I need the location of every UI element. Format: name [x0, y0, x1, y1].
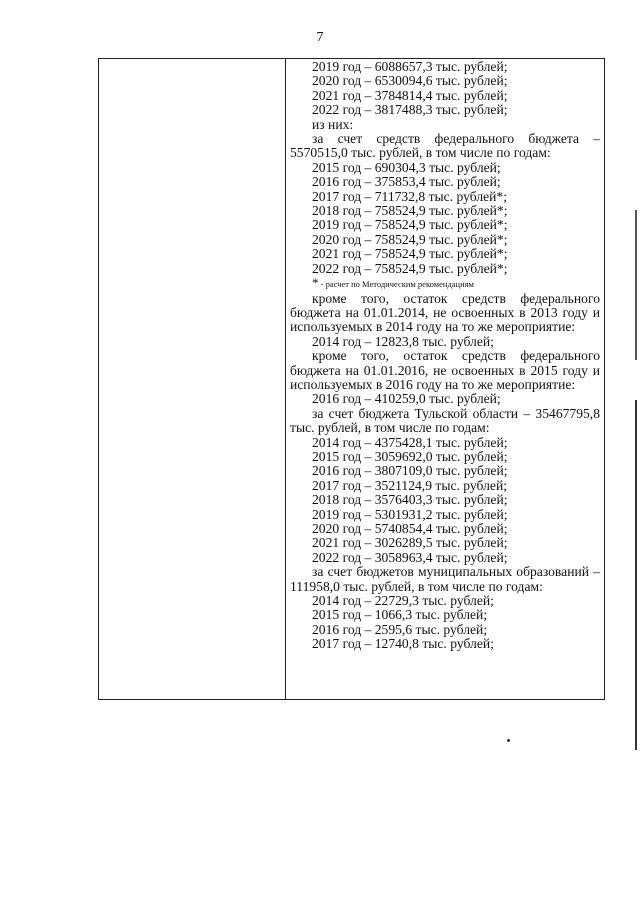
municipal-year-line: 2015 год – 1066,3 тыс. рублей;	[312, 607, 488, 623]
regional-year-line: 2018 год – 3576403,3 тыс. рублей;	[312, 492, 508, 508]
footnote-star: *	[312, 275, 319, 291]
federal-year-line: 2019 год – 758524,9 тыс. рублей*;	[312, 217, 508, 233]
regional-year-line: 2014 год – 4375428,1 тыс. рублей;	[312, 434, 508, 450]
regional-year-line: 2022 год – 3058963,4 тыс. рублей;	[312, 549, 508, 565]
federal-year-line: 2022 год – 758524,9 тыс. рублей*;	[312, 260, 508, 276]
federal-year-line: 2020 год – 758524,9 тыс. рублей*;	[312, 231, 508, 247]
year-2016-line: 2016 год – 410259,0 тыс. рублей;	[312, 391, 501, 407]
year-line: 2020 год – 6530094,6 тыс. рублей;	[312, 73, 508, 89]
municipal-year-line: 2017 год – 12740,8 тыс. рублей;	[312, 636, 494, 652]
footnote-text: - расчет по Методическим рекомендациям	[320, 279, 474, 290]
remainder-2014-paragraph: кроме того, остаток средств федерального бюджета на 01.01.2014, не освоенных в 2013 году и используемых в 2014 году на то же мероприятие:	[290, 290, 600, 335]
budget-text-cell	[290, 60, 600, 652]
scan-speck	[507, 739, 510, 742]
municipal-year-line: 2016 год – 2595,6 тыс. рублей;	[312, 621, 488, 637]
regional-year-line: 2021 год – 3026289,5 тыс. рублей;	[312, 535, 508, 551]
year-2014-line: 2014 год – 12823,8 тыс. рублей;	[312, 333, 494, 349]
table-column-divider	[285, 58, 286, 700]
year-line: 2019 год – 6088657,3 тыс. рублей;	[312, 59, 508, 74]
federal-budget-intro: за счет средств федерального бюджета – 5570515,0 тыс. рублей, в том числе по годам:	[290, 131, 600, 161]
regional-year-line: 2015 год – 3059692,0 тыс. рублей;	[312, 448, 508, 464]
scan-edge-mark	[635, 0, 637, 905]
regional-year-line: 2017 год – 3521124,9 тыс. рублей;	[312, 477, 507, 493]
federal-year-line: 2017 год – 711732,8 тыс. рублей*;	[312, 188, 507, 204]
federal-year-line: 2018 год – 758524,9 тыс. рублей*;	[312, 203, 508, 219]
municipal-year-line: 2014 год – 22729,3 тыс. рублей;	[312, 593, 494, 609]
regional-year-line: 2016 год – 3807109,0 тыс. рублей;	[312, 463, 508, 479]
footnote	[290, 276, 600, 291]
regional-year-line: 2019 год – 5301931,2 тыс. рублей;	[312, 506, 508, 522]
year-line: 2022 год – 3817488,3 тыс. рублей;	[312, 102, 508, 118]
regional-budget-intro: за счет бюджета Тульской области – 35467795,8 тыс. рублей, в том числе по годам:	[290, 405, 600, 436]
municipal-budget-intro: за счет бюджетов муниципальных образований – 111958,0 тыс. рублей, в том числе по годам:	[290, 564, 600, 594]
of-them-label: из них:	[312, 116, 354, 132]
federal-year-line: 2021 год – 758524,9 тыс. рублей*;	[312, 246, 508, 262]
federal-year-line: 2016 год – 375853,4 тыс. рублей;	[312, 174, 501, 190]
year-line: 2021 год – 3784814,4 тыс. рублей;	[312, 87, 508, 103]
remainder-2016-paragraph: кроме того, остаток средств федерального бюджета на 01.01.2016, не освоенных в 2015 году и используемых в 2016 году на то же мероприятие:	[290, 348, 600, 392]
regional-year-line: 2020 год – 5740854,4 тыс. рублей;	[312, 521, 508, 536]
page-number: 7	[316, 30, 324, 45]
federal-year-line: 2015 год – 690304,3 тыс. рублей;	[312, 159, 501, 175]
